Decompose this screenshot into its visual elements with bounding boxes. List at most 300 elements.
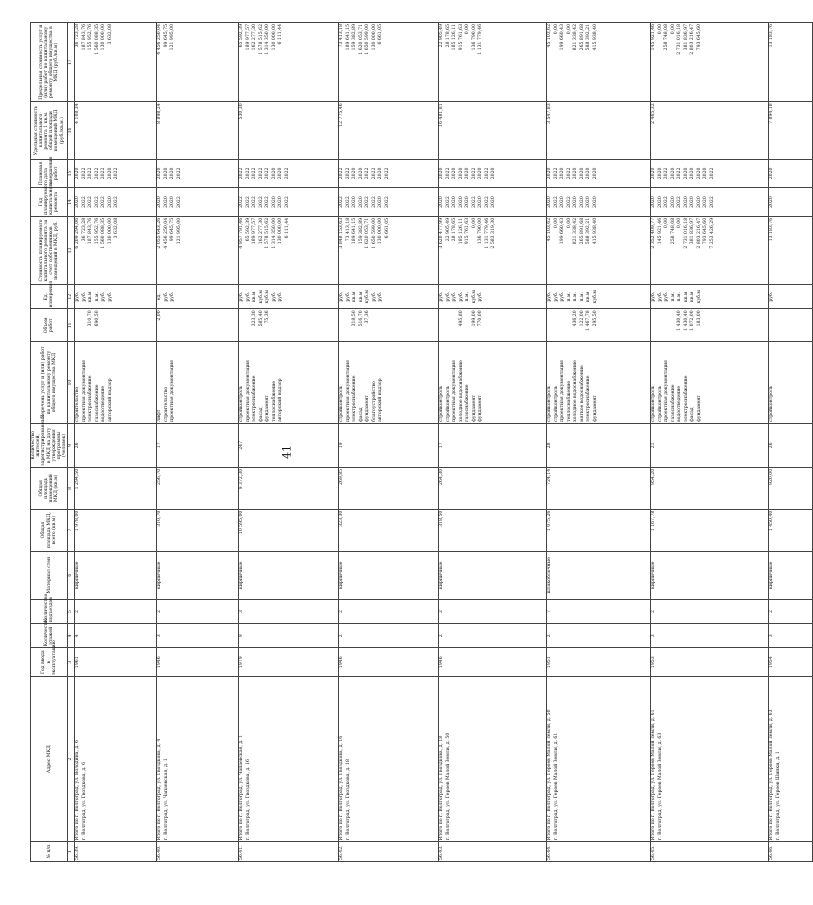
max-cost-line: 22 905,49 — [439, 24, 445, 48]
unit-cost: 530,30 — [239, 102, 339, 159]
completion-date-line: 2020 — [690, 167, 696, 180]
max-cost-line: 2 803 216,47 — [690, 24, 696, 55]
completion-date-line: 2020 — [163, 167, 169, 180]
repair-year-line: 2020 — [465, 196, 471, 208]
work-type-line: проектная документация — [345, 360, 351, 422]
unit-line: куб.м — [471, 290, 477, 304]
entrances: 2 — [651, 599, 769, 623]
column-number: 14 — [68, 188, 75, 217]
repair-year — [339, 188, 439, 217]
completion-date-line: 2020 — [573, 167, 579, 180]
repair-cost-line: 162 277,30 — [258, 217, 264, 245]
repair-year-line: 2022 — [384, 196, 390, 208]
repair-year-line: 2020 — [586, 196, 592, 208]
work-volume-line — [378, 310, 385, 340]
max-cost-line: 1 578 515,62 — [258, 24, 264, 55]
table-row — [651, 23, 769, 862]
repair-cost-line: 130 000,00 — [378, 217, 384, 245]
max-cost — [157, 23, 239, 102]
column-header: Удельная стоимость капитального ремонта 1 кв.м. общей площади помещений МКД (руб./кв.м.) — [31, 102, 68, 159]
repair-year-line: 2020 — [769, 196, 775, 208]
column-number: 9 — [68, 423, 75, 467]
column-number: 16 — [68, 102, 75, 159]
work-volume-line: 75,36 — [265, 310, 271, 324]
unit-line: руб. — [378, 291, 384, 302]
row-number: 56.41. — [239, 842, 339, 862]
work-type-line: стройконтроль — [547, 385, 553, 422]
work-volume-line: 495,80 — [458, 310, 464, 327]
work-type-line: стройконтроль — [657, 385, 663, 422]
unit-line: кв.м — [252, 291, 258, 302]
unit-line: руб. — [547, 291, 553, 302]
completion-date — [651, 159, 769, 188]
column-header: Общая площадь МКД, всего (кв.м) — [31, 509, 68, 551]
unit-cost: 8 898,24 — [157, 102, 239, 159]
work-type-line: лифт — [157, 409, 163, 422]
repair-cost-line: 1 131 779,46 — [484, 217, 490, 249]
max-cost-line: 6 111,44 — [278, 24, 284, 45]
completion-date — [439, 159, 547, 188]
repair-year-line: 2022 — [239, 196, 245, 208]
unit-line: руб. — [271, 291, 277, 302]
row-number: 56.46. — [769, 842, 813, 862]
residents: 28 — [547, 423, 651, 467]
address-line: Итого по г. Волгоград, ул. Чапаевская, д. 1 — [239, 734, 245, 841]
floors: 2 — [339, 624, 439, 648]
column-header: Перечень услуг и (или) работ по капитальному ремонту общего имущества МКД — [31, 342, 68, 423]
repair-cost-line: 793 645,60 — [703, 217, 709, 245]
repair-cost-line: 189 977,57 — [252, 217, 258, 245]
address — [157, 677, 239, 842]
completion-date-line: 2020 — [586, 167, 592, 180]
completion-date-line: 2022 — [345, 167, 351, 180]
living-area: 724,14 — [547, 467, 651, 509]
repair-year — [651, 188, 769, 217]
repair-cost-line: 3 632,08 — [114, 217, 120, 239]
max-cost-line: 189 977,57 — [245, 24, 251, 51]
total-area: 1 978,00 — [75, 509, 157, 551]
max-cost — [651, 23, 769, 102]
repair-cost — [75, 216, 157, 284]
repair-year-line: 2022 — [81, 196, 87, 208]
repair-year-line: 2022 — [94, 196, 100, 208]
completion-date-line: 2020 — [651, 167, 657, 180]
completion-date-line: 2020 — [439, 167, 445, 180]
max-cost-line: 381 836,97 — [683, 24, 689, 51]
repair-year-line: 2020 — [670, 196, 676, 208]
work-volume-line: 1 430,40 — [677, 310, 683, 331]
residents: 26 — [769, 423, 813, 467]
total-area: 318,50 — [439, 509, 547, 551]
max-cost-line: 121 995,00 — [170, 24, 176, 51]
repair-cost-line: 258 748,08 — [670, 217, 676, 245]
max-cost-line: 821 338,42 — [573, 24, 579, 51]
column-header: Стоимость планируемого капитального ремонта за счет собственников помещений в МКД, руб. — [31, 216, 68, 284]
table-row — [547, 23, 651, 862]
work-volume-line: 37,36 — [365, 310, 371, 324]
wall-material: кирпичные — [75, 551, 157, 599]
work-volume-line: 122,00 — [579, 310, 585, 327]
repair-year-line: 2022 — [284, 196, 290, 208]
unit-line: куб.м — [265, 290, 271, 304]
work-volume-line — [278, 310, 285, 340]
unit-line: п.м. — [670, 291, 676, 302]
completion-date-line: 2022 — [284, 167, 290, 180]
completion-date-line: 2020 — [579, 167, 585, 180]
wall-material: кирпичные — [439, 551, 547, 599]
repair-year-line: 2020 — [352, 196, 358, 208]
column-header: Адрес МКД — [31, 677, 68, 842]
unit-line: кв.м — [690, 291, 696, 302]
repair-cost-line: 130 000,00 — [278, 217, 284, 245]
repair-year-line: 2022 — [252, 196, 258, 208]
work-volume-line: 295,50 — [592, 310, 598, 327]
completion-date — [75, 159, 157, 188]
table-row — [157, 23, 239, 862]
unit-cost: 7 894,18 — [769, 102, 813, 159]
work-type-line: газоснабжение — [465, 384, 471, 422]
column-header: Материал стен — [31, 551, 68, 599]
repair-year-line: 2022 — [258, 196, 264, 208]
column-number: 4 — [68, 624, 75, 648]
work-volume-line: 199,00 — [471, 310, 477, 327]
work-type-line: стройконтроль — [553, 385, 559, 422]
completion-date-line: 2022 — [81, 167, 87, 180]
repair-year-line: 2022 — [471, 196, 477, 208]
max-cost-line: 155 952,76 — [88, 24, 94, 51]
row-number: 56.39. — [75, 842, 157, 862]
max-cost-line: 1 650 599,00 — [365, 24, 371, 55]
max-cost-line: 130 000,00 — [271, 24, 277, 51]
completion-date-line: 2022 — [94, 167, 100, 180]
column-number: 10 — [68, 342, 75, 423]
work-type — [439, 342, 547, 423]
column-header: Плановая дата завершения работ — [31, 159, 68, 188]
work-type-line: строительство — [75, 386, 81, 422]
unit-cost: 2 465,32 — [651, 102, 769, 159]
completion-date-line: 2022 — [176, 167, 182, 180]
max-cost-line: 588 392,21 — [586, 24, 592, 51]
max-cost-line: 0,00 — [670, 24, 676, 35]
completion-date — [547, 159, 651, 188]
table-row — [439, 23, 547, 862]
repair-year-line: 2020 — [271, 196, 277, 208]
work-type-line: водоотведение — [677, 385, 683, 422]
wall-material: кирпичные — [157, 551, 239, 599]
repair-cost-line: 588 392,21 — [586, 217, 592, 245]
repair-year-line: 2020 — [592, 196, 598, 208]
completion-date-line: 2020 — [769, 167, 775, 180]
max-cost-line: 130 000,00 — [371, 24, 377, 51]
work-type-line: фундамент — [696, 395, 702, 422]
unit-line: куб.м — [365, 290, 371, 304]
repair-year-line: 2022 — [566, 196, 572, 208]
unit-line: руб. — [478, 291, 484, 302]
total-area: 1 167,78 — [651, 509, 769, 551]
entrances: 2 — [339, 599, 439, 623]
repair-year — [769, 188, 813, 217]
work-type-line: проектная документация — [81, 360, 87, 422]
repair-cost-line: 2 352 409,77 — [651, 217, 657, 249]
living-area: 9 372,30 — [239, 467, 339, 509]
address-line: г. Волгоград, ул. Гвоздкова, д. 16 — [245, 759, 251, 841]
completion-date-line: 2022 — [245, 167, 251, 180]
completion-date-line: 2020 — [452, 167, 458, 180]
repair-cost-line: 821 338,42 — [573, 217, 579, 245]
completion-date-line: 2022 — [677, 167, 683, 180]
max-cost-line: 4 456 250,04 — [157, 24, 163, 55]
address-line: г. Волгоград, ул. Героев Малой Земли, д. 61 — [553, 732, 559, 841]
address-line: Итого по г. Волгоград, ул. Героев Малой Земли, д. 61 — [651, 709, 657, 841]
repair-cost-line: 2 583 319,30 — [491, 217, 497, 249]
column-header: Количество жителей, зарегистрированных в МКД на дату утверждения программы (человек) — [31, 414, 68, 466]
max-cost-line: 258 748,08 — [664, 24, 670, 51]
max-cost-line: 0,00 — [657, 24, 663, 35]
work-volume-line: 1 072,00 — [690, 310, 696, 331]
completion-date-line: 2022 — [709, 167, 715, 180]
unit — [239, 285, 339, 309]
max-cost-line: 915 761,63 — [458, 24, 464, 51]
max-cost-line: 793 645,60 — [696, 24, 702, 51]
completion-date-line: 2020 — [547, 167, 553, 180]
completion-date-line: 2020 — [465, 167, 471, 180]
unit-line: п.м. — [465, 291, 471, 302]
repair-program-table — [30, 22, 813, 862]
repair-year-line: 2022 — [245, 196, 251, 208]
living-area: 269,85 — [339, 467, 439, 509]
repair-cost-line: 265 891,68 — [579, 217, 585, 245]
max-cost-line: 65 592,39 — [239, 24, 245, 48]
completion-date-line: 2020 — [358, 167, 364, 180]
max-cost-line: 3 632,08 — [107, 24, 113, 45]
completion-date — [239, 159, 339, 188]
address — [547, 677, 651, 842]
work-type-line: фундамент — [471, 395, 477, 422]
repair-year-line: 2020 — [573, 196, 579, 208]
repair-year-line: 2022 — [101, 196, 107, 208]
repair-cost-line: 159 382,89 — [358, 217, 364, 245]
work-volume-line — [769, 310, 776, 340]
max-cost-line: 199 660,43 — [560, 24, 566, 51]
work-type-line: стройконтроль — [769, 385, 775, 422]
floors: 4 — [75, 624, 157, 648]
work-type-line: фасад — [690, 407, 696, 422]
work-type-line: фасад — [358, 407, 364, 422]
completion-date-line: 2020 — [157, 167, 163, 180]
entrances: 2 — [439, 599, 547, 623]
entrances: 3 — [239, 599, 339, 623]
repair-cost-line: 0,00 — [471, 217, 477, 229]
repair-year-line: 2020 — [170, 196, 176, 208]
completion-date-line: 2020 — [670, 167, 676, 180]
rotated-table-container — [30, 22, 781, 862]
max-cost-line: 73 413,18 — [339, 24, 345, 48]
unit-line: п.м. — [94, 291, 100, 302]
work-volume — [339, 309, 439, 342]
max-cost-line: 1 560 088,35 — [94, 24, 100, 55]
max-cost-line: 36 723,28 — [75, 24, 81, 48]
completion-date-line: 2022 — [258, 167, 264, 180]
repair-year — [75, 188, 157, 217]
unit-line: руб. — [452, 291, 458, 302]
repair-year-line: 2022 — [114, 196, 120, 208]
column-number: 8 — [68, 467, 75, 509]
address-line: г. Волгоград, ул. Героев Шипки, д. 1 — [775, 751, 781, 841]
repair-year-line: 2020 — [651, 196, 657, 208]
repair-cost-line: 381 836,97 — [690, 217, 696, 245]
total-area: 10 595,00 — [239, 509, 339, 551]
work-volume — [157, 309, 239, 342]
completion-date-line: 2020 — [657, 167, 663, 180]
unit-line: п.м. — [566, 291, 572, 302]
unit-line: руб. — [163, 291, 169, 302]
address-line: г. Волгоград, ул. Гвоздкова, д. 6 — [81, 761, 87, 841]
repair-year-line: 2022 — [365, 196, 371, 208]
completion-date-line: 2020 — [352, 167, 358, 180]
completion-date-line: 2022 — [566, 167, 572, 180]
unit — [439, 285, 547, 309]
completion-date-line: 2020 — [107, 167, 113, 180]
residents: 26 — [75, 423, 157, 467]
repair-cost-line: 199 660,43 — [560, 217, 566, 245]
address — [439, 677, 547, 842]
column-header: Количество этажей — [31, 624, 68, 648]
unit-line: руб. — [445, 291, 451, 302]
repair-year-line: 2022 — [339, 196, 345, 208]
residents: 21 — [651, 423, 769, 467]
repair-year-line: 2022 — [88, 196, 94, 208]
max-cost — [239, 23, 339, 102]
work-type-line: стройконтроль — [239, 385, 245, 422]
column-header: № п/п — [31, 842, 68, 862]
max-cost-line: 0,00 — [465, 24, 471, 35]
max-cost — [547, 23, 651, 102]
repair-year-line: 2020 — [439, 196, 445, 208]
work-volume-line: 516,70 — [358, 310, 364, 327]
repair-cost-line: 189 641,15 — [352, 217, 358, 245]
header-row — [31, 23, 68, 862]
work-volume-line — [108, 310, 115, 340]
repair-year-line: 2020 — [683, 196, 689, 208]
column-number: 6 — [68, 551, 75, 599]
year-built: 1946 — [339, 648, 439, 677]
completion-date-line: 2022 — [484, 167, 490, 180]
address-line: Итого по г. Волгоград, ул. Героев Малой Земли, д. 63 — [769, 709, 775, 841]
address — [239, 677, 339, 842]
work-type — [239, 342, 339, 423]
repair-cost-line: 1 650 599,00 — [371, 217, 377, 249]
table-body — [75, 23, 813, 862]
repair-cost-line: 73 413,18 — [345, 217, 351, 242]
wall-material: кирпичные — [651, 551, 769, 599]
repair-cost-line: 65 592,39 — [245, 217, 251, 242]
work-type-line: электроснабжение — [252, 375, 258, 422]
unit-line: руб. — [239, 291, 245, 302]
max-cost-line: 1 131 779,46 — [478, 24, 484, 55]
unit-line: п.м. — [579, 291, 585, 302]
work-volume-line: 183,00 — [696, 310, 702, 327]
column-number: 13 — [68, 216, 75, 284]
max-cost-line: 189 641,15 — [345, 24, 351, 51]
repair-year-line: 2022 — [176, 196, 182, 208]
work-type-line: стройконтроль — [439, 385, 445, 422]
repair-year — [547, 188, 651, 217]
completion-date-line: 2020 — [458, 167, 464, 180]
unit-line: руб. — [560, 291, 566, 302]
repair-cost-line: 136 790,00 — [478, 217, 484, 245]
work-type-line: газоснабжение — [94, 384, 100, 422]
unit-cost: 4 108,34 — [75, 102, 157, 159]
wall-material: кирпичные — [769, 551, 813, 599]
max-cost-line: 162 277,30 — [252, 24, 258, 51]
repair-year-line: 2020 — [75, 196, 81, 208]
work-type-line: проектная документация — [170, 360, 176, 422]
work-type — [547, 342, 651, 423]
entrances: 7 — [547, 599, 651, 623]
work-type-line: фундамент — [365, 395, 371, 422]
column-number: 5 — [68, 599, 75, 623]
living-area: 264,30 — [439, 467, 547, 509]
year-built: 1979 — [239, 648, 339, 677]
repair-year-line: 2020 — [690, 196, 696, 208]
completion-date-line: 2020 — [560, 167, 566, 180]
completion-date-line: 2020 — [683, 167, 689, 180]
repair-cost-line: 187 843,76 — [88, 217, 94, 245]
floors: 9 — [239, 624, 339, 648]
repair-cost — [769, 216, 813, 284]
unit-line: куб.м — [696, 290, 702, 304]
work-volume — [239, 309, 339, 342]
work-volume — [75, 309, 157, 342]
work-type — [339, 342, 439, 423]
unit-line: руб. — [371, 291, 377, 302]
max-cost-line: 99 645,75 — [163, 24, 169, 48]
unit-line: ед. — [157, 293, 163, 301]
completion-date-line: 2022 — [384, 167, 390, 180]
living-area: 1 294,50 — [75, 467, 157, 509]
work-type-line: авторский надзор — [378, 378, 384, 422]
repair-year-line: 2020 — [478, 196, 484, 208]
work-volume — [651, 309, 769, 342]
repair-cost-line: 0,00 — [677, 217, 683, 229]
repair-cost-line: 185 126,11 — [458, 217, 464, 245]
work-volume-line: 770,00 — [478, 310, 484, 327]
total-area: 323,30 — [339, 509, 439, 551]
work-volume-line: 585,40 — [258, 310, 264, 327]
unit-line: руб. — [101, 291, 107, 302]
completion-date-line: 2022 — [371, 167, 377, 180]
unit-line: кв.м — [683, 291, 689, 302]
repair-year-line: 2020 — [547, 196, 553, 208]
repair-cost-line: 915 761,63 — [465, 217, 471, 245]
repair-cost-line: 36 723,28 — [81, 217, 87, 242]
unit-line: кв.м — [358, 291, 364, 302]
floors: 3 — [651, 624, 769, 648]
address-line: Итого по г. Волгоград, ул. Гвоздкова, д. 16 — [339, 735, 345, 841]
address-line: г. Волгоград, ул. Героев Малой Земли, д. 63 — [657, 732, 663, 841]
address-line: г. Волгоград, ул. Героев Малой Земли, д. 50 — [445, 732, 451, 841]
column-number: 15 — [68, 159, 75, 188]
repair-year-line: 2020 — [278, 196, 284, 208]
wall-material: кирпичные — [239, 551, 339, 599]
work-type-line: авторский надзор — [278, 378, 284, 422]
address — [75, 677, 157, 842]
max-cost-line: 1 620 053,71 — [358, 24, 364, 55]
column-header: Год ввода в эксплуатацию — [31, 648, 68, 677]
row-number: 56.42. — [339, 842, 439, 862]
work-type — [651, 342, 769, 423]
completion-date-line: 2022 — [445, 167, 451, 180]
